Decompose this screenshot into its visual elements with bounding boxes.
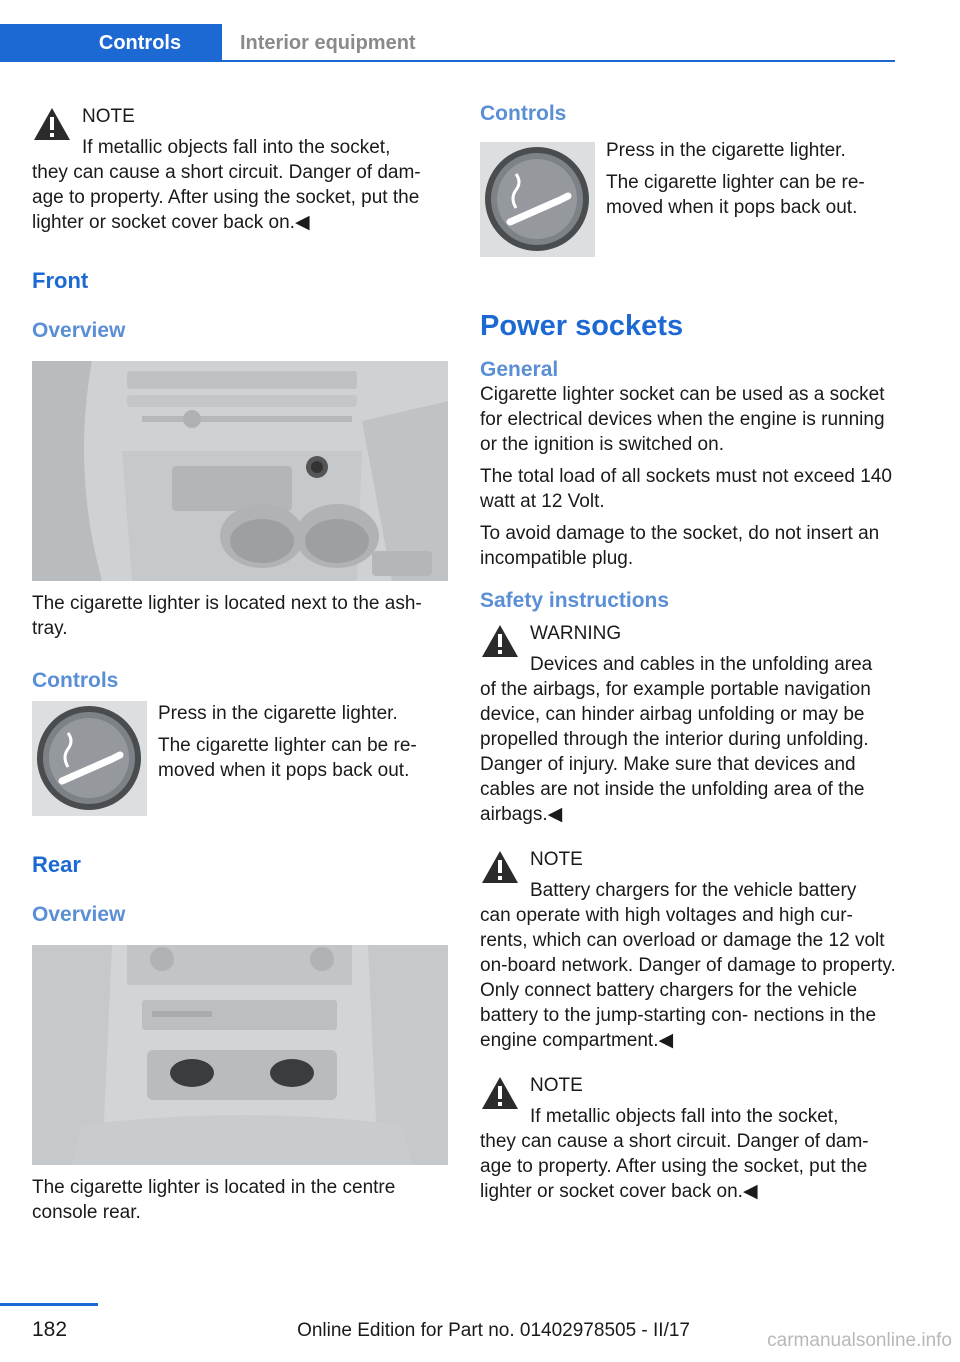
heading-controls: Controls — [480, 102, 567, 125]
heading-general: General — [480, 358, 559, 381]
left-column — [32, 100, 450, 1232]
watermark: carmanualsonline.info — [767, 1330, 952, 1351]
front-controls-line2: The cigarette lighter can be re‐ moved when it pops back out. — [158, 735, 417, 781]
note-battery-chargers — [480, 843, 896, 1053]
general-paragraph-3: To avoid damage to the socket, do not insert an incompatible plug. — [480, 523, 880, 569]
controls-line2: The cigarette lighter can be re‐ moved when it pops back out. — [606, 172, 865, 218]
right-column — [480, 100, 896, 1210]
warning-title: WARNING — [530, 623, 622, 644]
cigarette-lighter-button-image — [480, 142, 595, 257]
warning-triangle-icon — [480, 849, 520, 885]
edition-info: Online Edition for Part no. 01402978505 - II/17 — [297, 1320, 690, 1341]
note-body: they can cause a short circuit. Danger of dam‐ age to property. After using the socket, put the lighter or socket cover back on.◀ — [480, 1131, 869, 1202]
front-controls-text — [158, 701, 450, 790]
note-title: NOTE — [530, 1075, 583, 1096]
controls-text — [606, 138, 898, 227]
heading-front: Front — [32, 268, 89, 293]
rear-console-illustration — [32, 945, 448, 1165]
tab-controls[interactable]: Controls — [0, 24, 222, 62]
front-console-photo — [32, 361, 448, 581]
front-controls-block — [32, 701, 450, 841]
heading-rear-overview: Overview — [32, 903, 126, 926]
page-number: 182 — [32, 1318, 68, 1341]
warning-triangle-icon — [32, 106, 72, 142]
header-bar — [0, 24, 895, 62]
front-caption: The cigarette lighter is located next to the ash‐ tray. — [32, 593, 422, 639]
cigarette-lighter-icon — [32, 701, 147, 816]
controls-line1: Press in the cigarette lighter. — [606, 140, 846, 161]
warning-body: of the airbags, for example portable navigation device, can hinder airbag unfolding or may be propelled through the interior during unfolding. Danger of injury. Make sure that devices and cables are not inside the unfolding area of the airbags.◀ — [480, 679, 871, 825]
front-controls-line1: Press in the cigarette lighter. — [158, 703, 398, 724]
heading-power-sockets: Power sockets — [480, 310, 684, 342]
heading-safety-instructions: Safety instructions — [480, 589, 670, 612]
footer-accent-line — [0, 1303, 98, 1306]
note-first-line: If metallic objects fall into the socket, — [530, 1106, 839, 1127]
general-paragraph-2: The total load of all sockets must not exceed 140 watt at 12 Volt. — [480, 466, 892, 512]
note-metallic-objects — [480, 1069, 896, 1204]
cigarette-lighter-button-image — [32, 701, 147, 816]
warning-airbags — [480, 617, 896, 827]
note-title: NOTE — [530, 849, 583, 870]
heading-rear: Rear — [32, 852, 81, 877]
note-metallic-objects — [32, 100, 450, 235]
note-body: can operate with high voltages and high cur‐ rents, which can overload or damage the 12 volt on-board network. Danger of damage to property. Only connect battery chargers for the vehicle battery to the jump-starting con‐ nections in the engine compartment.◀ — [480, 905, 896, 1051]
heading-front-controls: Controls — [32, 669, 119, 692]
note-body: they can cause a short circuit. Danger of dam‐ age to property. After using the socket, put the lighter or socket cover back on.◀ — [32, 162, 421, 233]
cigarette-lighter-icon — [480, 142, 595, 257]
heading-front-overview: Overview — [32, 319, 126, 342]
note-first-line: Battery chargers for the vehicle battery — [530, 880, 857, 901]
tab-interior-equipment[interactable]: Interior equipment — [240, 31, 416, 54]
warning-first-line: Devices and cables in the unfolding area — [530, 654, 873, 675]
rear-caption: The cigarette lighter is located in the centre console rear. — [32, 1177, 396, 1223]
general-paragraph-1: Cigarette lighter socket can be used as a socket for electrical devices when the engine is running or the ignition is switched on. — [480, 384, 885, 455]
front-console-illustration — [32, 361, 448, 581]
controls-block — [480, 124, 896, 304]
note-first-line: If metallic objects fall into the socket, — [82, 137, 391, 158]
note-title: NOTE — [82, 106, 135, 127]
warning-triangle-icon — [480, 623, 520, 659]
warning-triangle-icon — [480, 1075, 520, 1111]
rear-console-photo — [32, 945, 448, 1165]
